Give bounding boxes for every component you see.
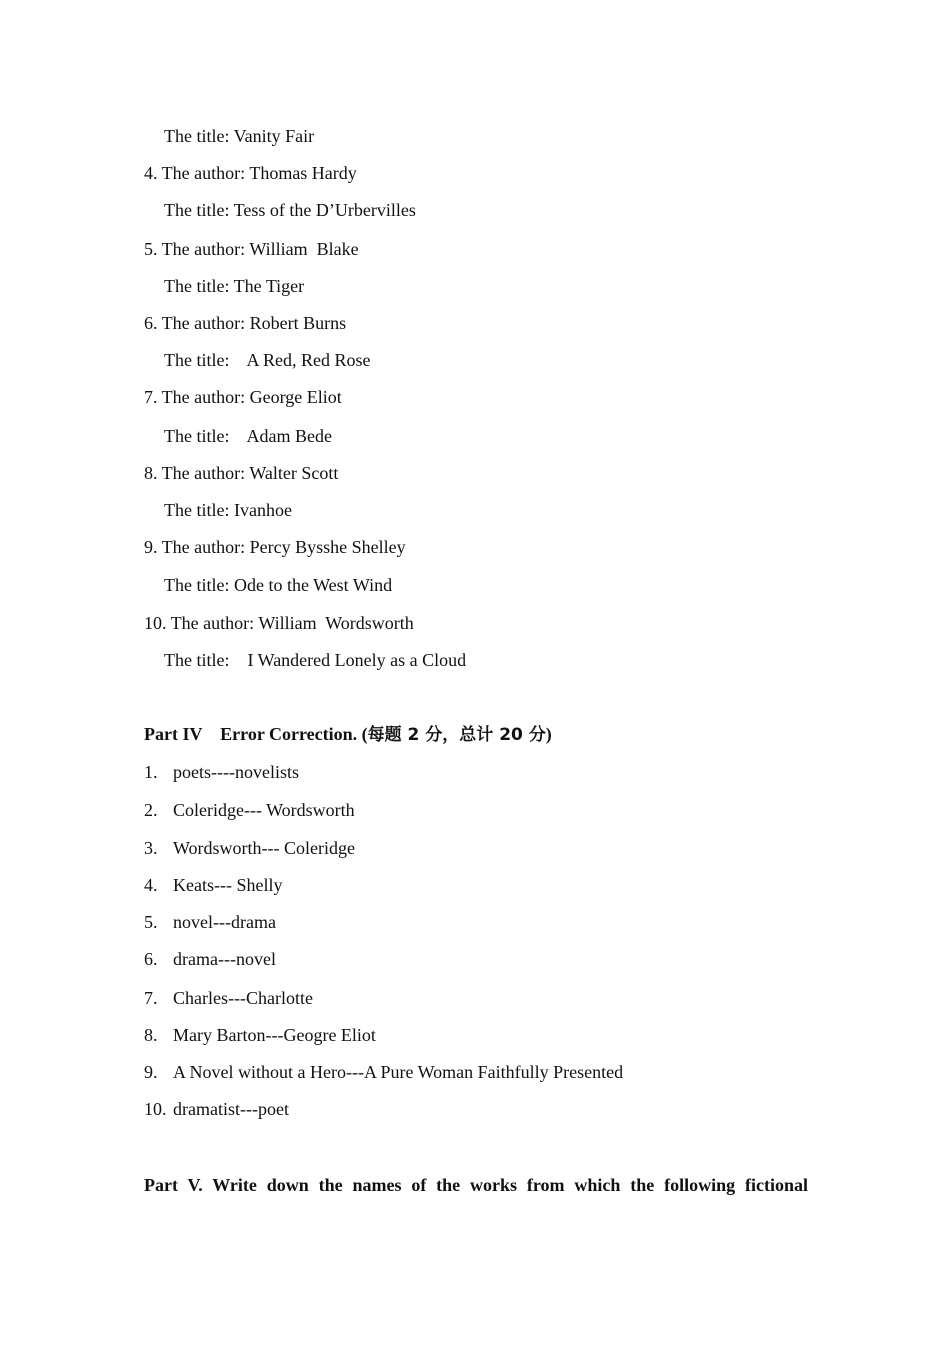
part4-heading-en: Part IV Error Correction. ( — [144, 724, 368, 744]
error-item-text: Keats--- Shelly — [173, 875, 283, 895]
error-item-number: 7. — [144, 988, 158, 1008]
error-item-number: 2. — [144, 800, 158, 820]
answer-9-author: 9. The author: Percy Bysshe Shelley — [144, 537, 406, 557]
part4-heading-points: 每题 2 分，总计 20 分 — [367, 725, 546, 745]
error-item-number: 3. — [144, 838, 158, 858]
answer-6-author: 6. The author: Robert Burns — [144, 313, 347, 333]
error-item-text: Wordsworth--- Coleridge — [173, 838, 356, 858]
error-item-number: 6. — [144, 949, 158, 969]
error-item-number: 1. — [144, 762, 158, 782]
part4-heading-close: ) — [545, 724, 552, 744]
error-item-text: drama---novel — [173, 949, 276, 969]
answer-9-title: The title: Ode to the West Wind — [164, 575, 393, 595]
answer-8-author: 8. The author: Walter Scott — [144, 463, 339, 483]
part5-heading: Part V. Write down the names of the works from which the following fictional — [144, 1175, 808, 1195]
answer-7-author: 7. The author: George Eliot — [144, 387, 342, 407]
error-item-number: 10. — [144, 1099, 167, 1119]
answer-4-author: 4. The author: Thomas Hardy — [144, 163, 357, 183]
error-item-number: 4. — [144, 875, 158, 895]
answer-6-title: The title: A Red, Red Rose — [164, 350, 371, 370]
error-item-text: poets----novelists — [173, 762, 299, 782]
answer-10-author: 10. The author: William Wordsworth — [144, 613, 414, 633]
error-item-text: novel---drama — [173, 912, 276, 932]
error-item-number: 8. — [144, 1025, 158, 1045]
answer-10-title: The title: I Wandered Lonely as a Cloud — [164, 650, 467, 670]
answer-3-title: The title: Vanity Fair — [164, 126, 315, 146]
answer-5-author: 5. The author: William Blake — [144, 239, 359, 259]
error-item-text: A Novel without a Hero---A Pure Woman Faithfully Presented — [173, 1062, 624, 1082]
answer-5-title: The title: The Tiger — [164, 276, 305, 296]
answer-7-title: The title: Adam Bede — [164, 426, 332, 446]
error-item-text: Mary Barton---Geogre Eliot — [173, 1025, 376, 1045]
error-item-text: dramatist---poet — [173, 1099, 289, 1119]
answer-8-title: The title: Ivanhoe — [164, 500, 292, 520]
error-item-text: Coleridge--- Wordsworth — [173, 800, 355, 820]
error-item-number: 5. — [144, 912, 158, 932]
error-item-text: Charles---Charlotte — [173, 988, 313, 1008]
part4-heading — [144, 723, 552, 746]
answer-4-title: The title: Tess of the D’Urbervilles — [164, 200, 416, 220]
error-item-number: 9. — [144, 1062, 158, 1082]
